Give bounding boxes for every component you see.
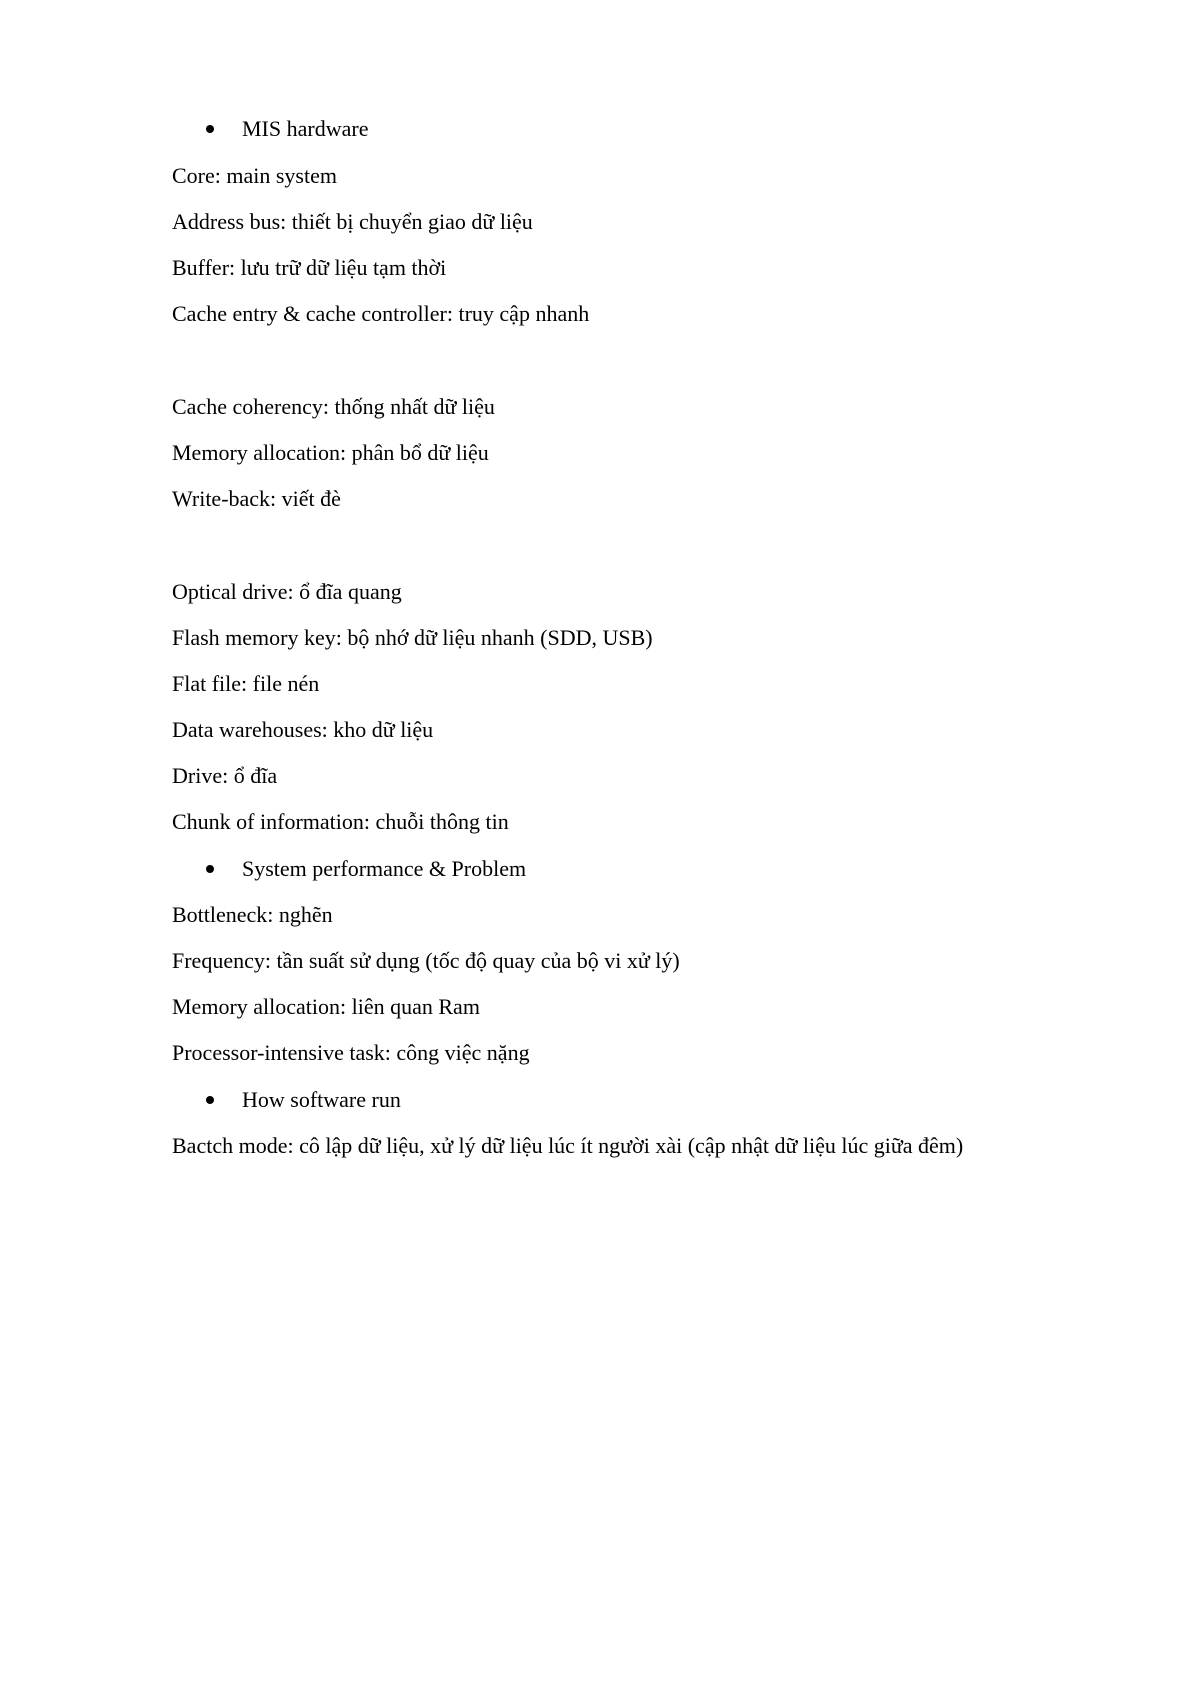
bullet-icon	[206, 865, 214, 873]
text-line: Flat file: file nén	[172, 671, 320, 696]
text-line: Cache coherency: thống nhất dữ liệu	[172, 394, 495, 419]
text-line: Bactch mode: cô lập dữ liệu, xử lý dữ liệu lúc ít người xài (cập nhật dữ liệu lúc giữa đêm)	[172, 1133, 964, 1158]
bullet-heading-mis-hardware	[206, 114, 368, 144]
text-line: Write-back: viết đè	[172, 486, 341, 511]
text-line: Address bus: thiết bị chuyển giao dữ liệu	[172, 209, 533, 234]
text-line: Optical drive: ổ đĩa quang	[172, 579, 402, 604]
heading-text: System performance & Problem	[242, 856, 527, 881]
text-line: Bottleneck: nghẽn	[172, 902, 333, 927]
text-line: Cache entry & cache controller: truy cập nhanh	[172, 301, 590, 326]
bullet-icon	[206, 1096, 214, 1104]
text-line: Drive: ổ đĩa	[172, 763, 278, 788]
text-line: Flash memory key: bộ nhớ dữ liệu nhanh (SDD, USB)	[172, 625, 653, 650]
text-line: Core: main system	[172, 163, 337, 188]
bullet-icon	[206, 125, 214, 133]
text-line: Buffer: lưu trữ dữ liệu tạm thời	[172, 255, 447, 280]
text-line: Processor-intensive task: công việc nặng	[172, 1040, 530, 1065]
text-line: Data warehouses: kho dữ liệu	[172, 717, 434, 742]
text-line: Frequency: tần suất sử dụng (tốc độ quay của bộ vi xử lý)	[172, 948, 680, 973]
heading-text: MIS hardware	[242, 116, 369, 141]
bullet-heading-how-software-run	[206, 1085, 401, 1115]
heading-text: How software run	[242, 1087, 401, 1112]
text-line: Memory allocation: phân bổ dữ liệu	[172, 440, 489, 465]
text-line: Chunk of information: chuỗi thông tin	[172, 809, 509, 834]
text-line: Memory allocation: liên quan Ram	[172, 994, 480, 1019]
bullet-heading-system-performance	[206, 854, 526, 884]
